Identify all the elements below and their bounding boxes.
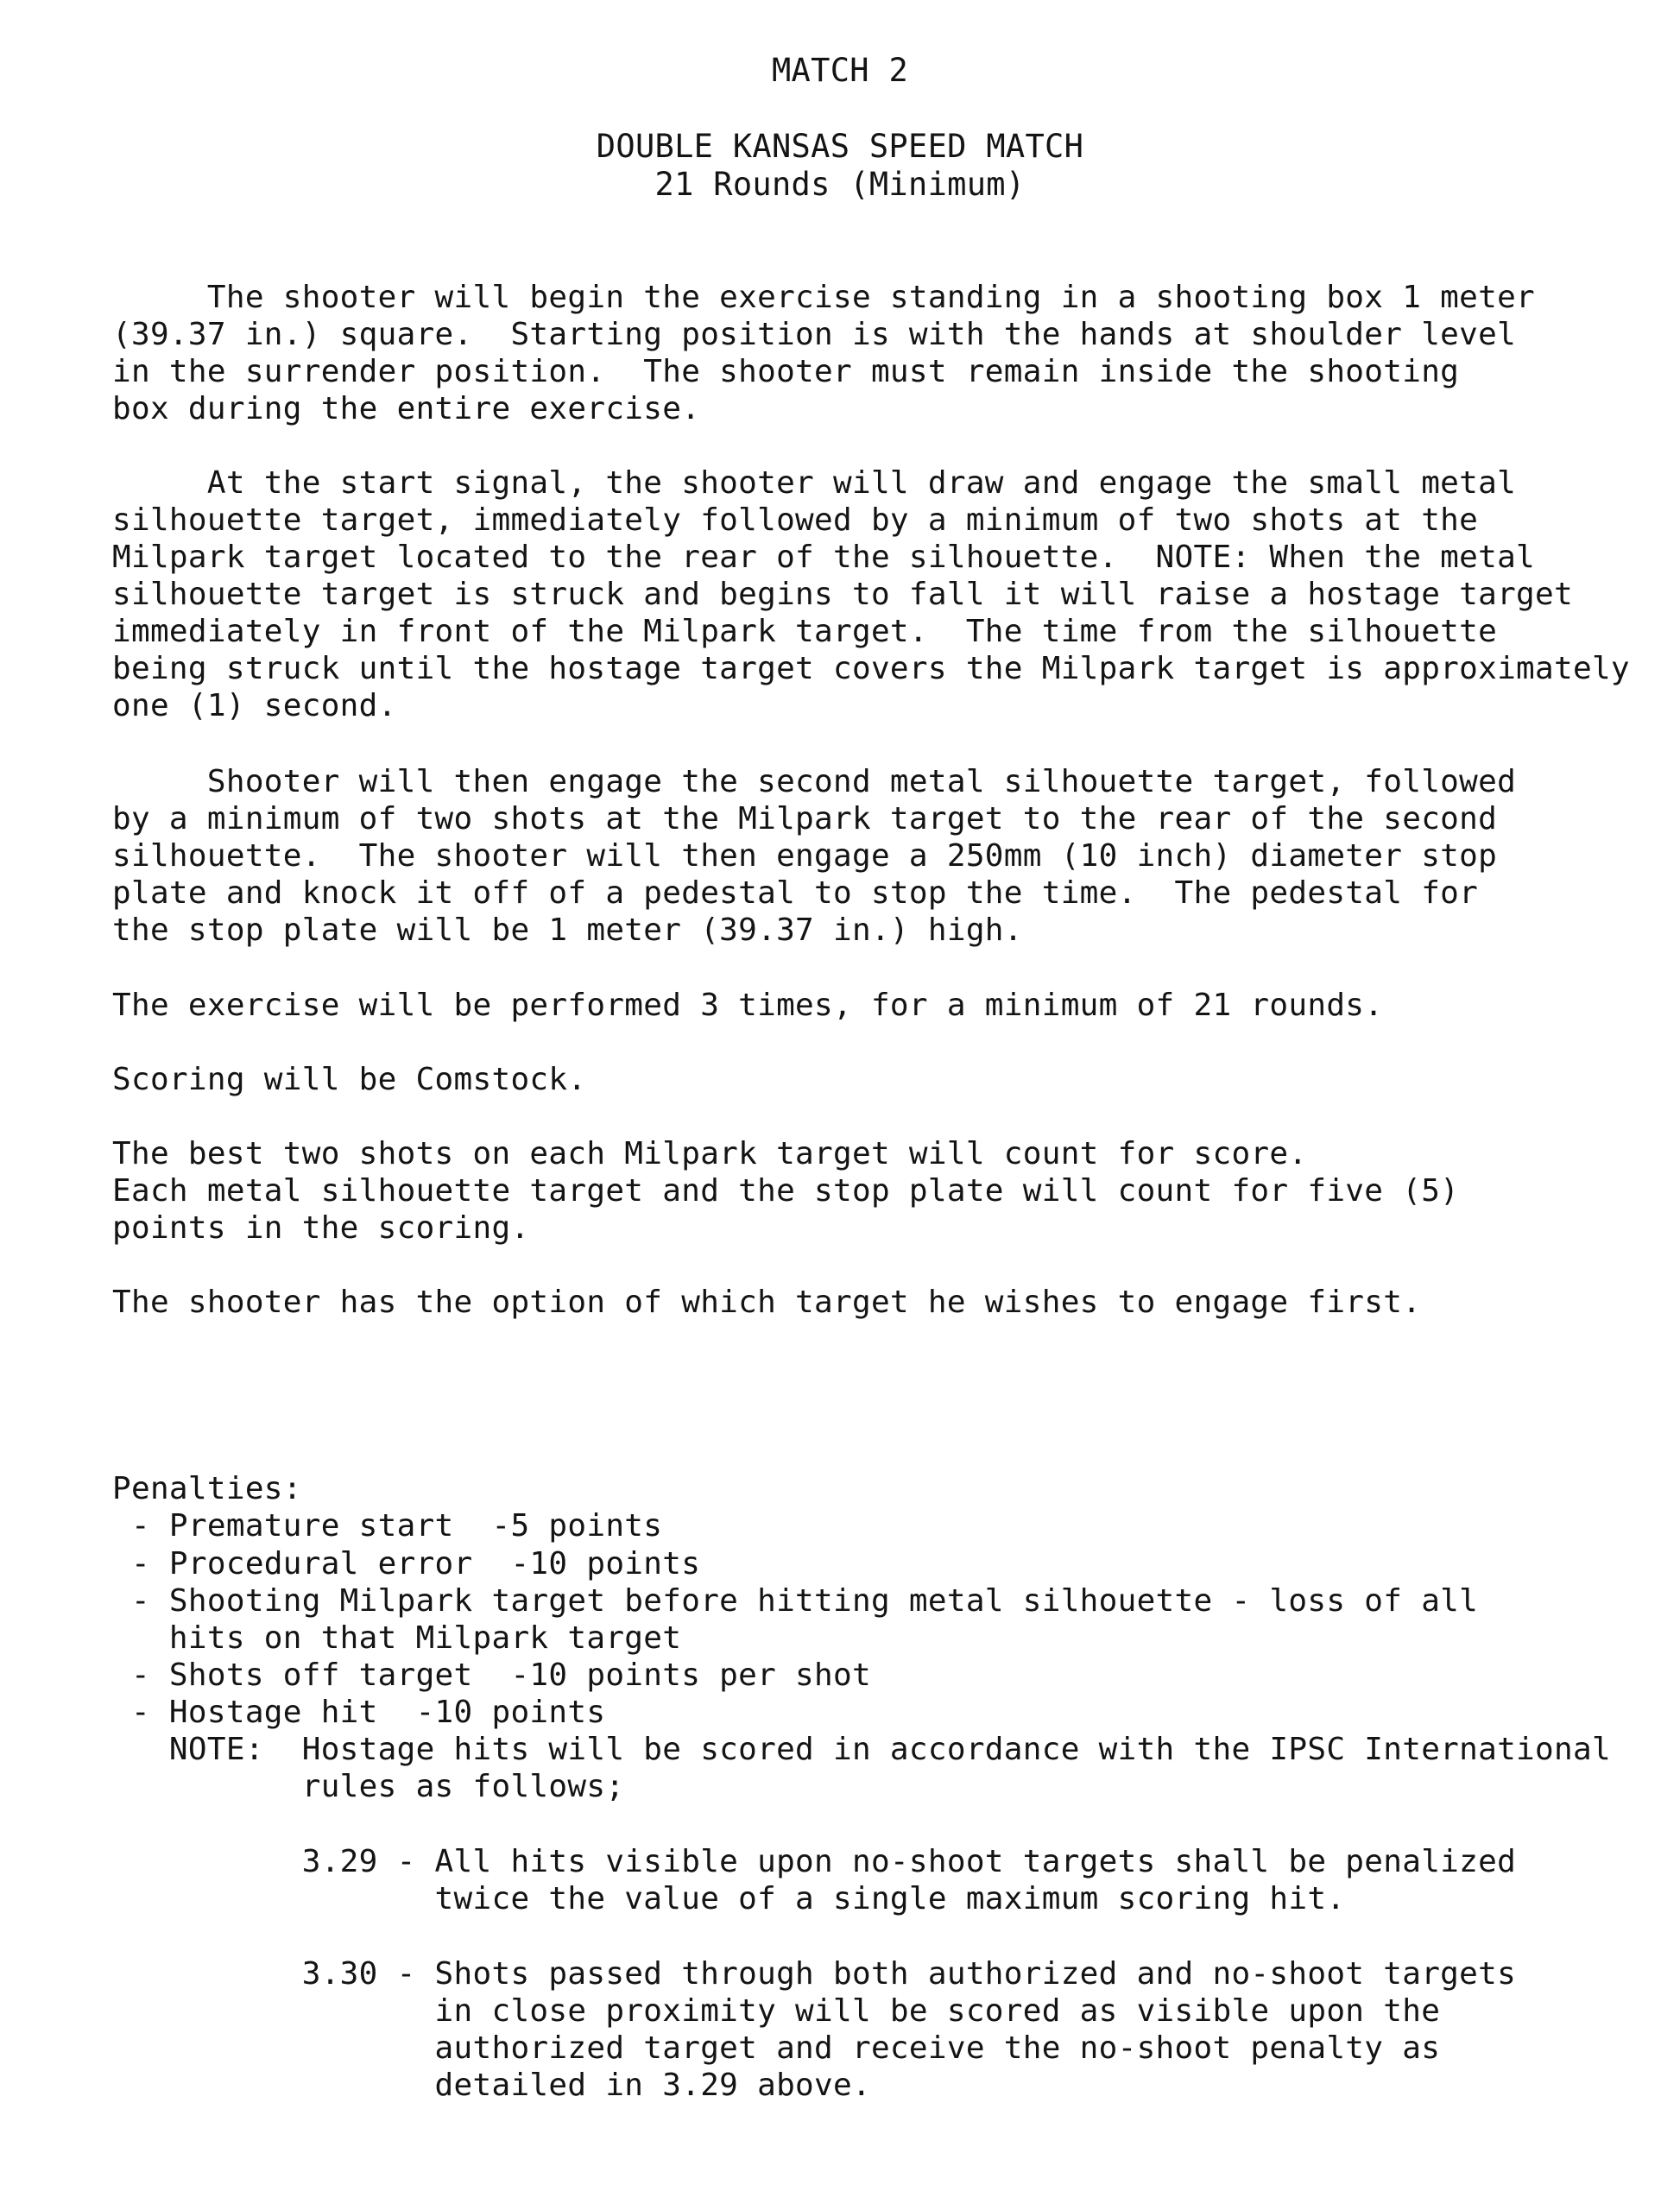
penalty-item: - Premature start -5 points — [112, 1508, 663, 1544]
text-line: box during the entire exercise. — [112, 391, 701, 426]
text-line: The best two shots on each Milpark target will count for score. — [112, 1136, 1308, 1171]
text-line: At the start signal, the shooter will draw and engage the small metal — [112, 465, 1517, 501]
text-line: plate and knock it off of a pedestal to stop the time. The pedestal for — [112, 875, 1479, 911]
penalty-item: - Shots off target -10 points per shot — [112, 1658, 871, 1693]
text-line: in close proximity will be scored as visible upon the — [112, 1993, 1441, 2029]
text-line: The shooter will begin the exercise standing in a shooting box 1 meter — [112, 280, 1536, 315]
text-line: by a minimum of two shots at the Milpark target to the rear of the second — [112, 801, 1498, 837]
text-line: Each metal silhouette target and the stop plate will count for five (5) — [112, 1173, 1460, 1209]
text-line: being struck until the hostage target covers the Milpark target is approximately — [112, 651, 1630, 686]
text-line: twice the value of a single maximum scoring hit. — [112, 1881, 1346, 1916]
paragraph-target-option: The shooter has the option of which target he wishes to engage first. — [112, 1285, 1422, 1320]
text-line: (39.37 in.) square. Starting position is with the hands at shoulder level — [112, 317, 1517, 352]
penalty-item-continued: hits on that Milpark target — [112, 1620, 682, 1656]
text-line: immediately in front of the Milpark target. The time from the silhouette — [112, 614, 1498, 649]
text-line: 3.30 - Shots passed through both authorized and no-shoot targets — [112, 1956, 1517, 1992]
paragraph-scoring-method: Scoring will be Comstock. — [112, 1062, 587, 1097]
text-line: silhouette target is struck and begins to fall it will raise a hostage target — [112, 577, 1573, 612]
penalty-note-continued: rules as follows; — [112, 1769, 625, 1804]
penalty-item: - Shooting Milpark target before hitting metal silhouette - loss of all — [112, 1583, 1479, 1619]
text-line: authorized target and receive the no-shoot penalty as — [112, 2030, 1441, 2066]
match-number: MATCH 2 — [771, 52, 909, 89]
match-rounds: 21 Rounds (Minimum) — [654, 166, 1026, 203]
penalty-item: - Hostage hit -10 points — [112, 1695, 606, 1730]
text-line: silhouette. The shooter will then engage a 250mm (10 inch) diameter stop — [112, 838, 1498, 874]
text-line: Shooter will then engage the second metal silhouette target, followed — [112, 764, 1517, 799]
penalty-note: NOTE: Hostage hits will be scored in accordance with the IPSC International — [112, 1732, 1611, 1767]
text-line: 3.29 - All hits visible upon no-shoot targets shall be penalized — [112, 1844, 1517, 1879]
penalty-item: - Procedural error -10 points — [112, 1546, 701, 1582]
text-line: in the surrender position. The shooter must remain inside the shooting — [112, 354, 1460, 389]
text-line: points in the scoring. — [112, 1210, 530, 1246]
text-line: the stop plate will be 1 meter (39.37 in.) high. — [112, 912, 1023, 948]
text-line: silhouette target, immediately followed by a minimum of two shots at the — [112, 502, 1479, 538]
match-title: DOUBLE KANSAS SPEED MATCH — [596, 128, 1084, 165]
penalties-heading: Penalties: — [112, 1471, 302, 1506]
text-line: Milpark target located to the rear of the silhouette. NOTE: When the metal — [112, 540, 1536, 575]
text-line: one (1) second. — [112, 688, 397, 723]
paragraph-repetitions: The exercise will be performed 3 times, for a minimum of 21 rounds. — [112, 988, 1384, 1023]
text-line: detailed in 3.29 above. — [112, 2068, 871, 2103]
